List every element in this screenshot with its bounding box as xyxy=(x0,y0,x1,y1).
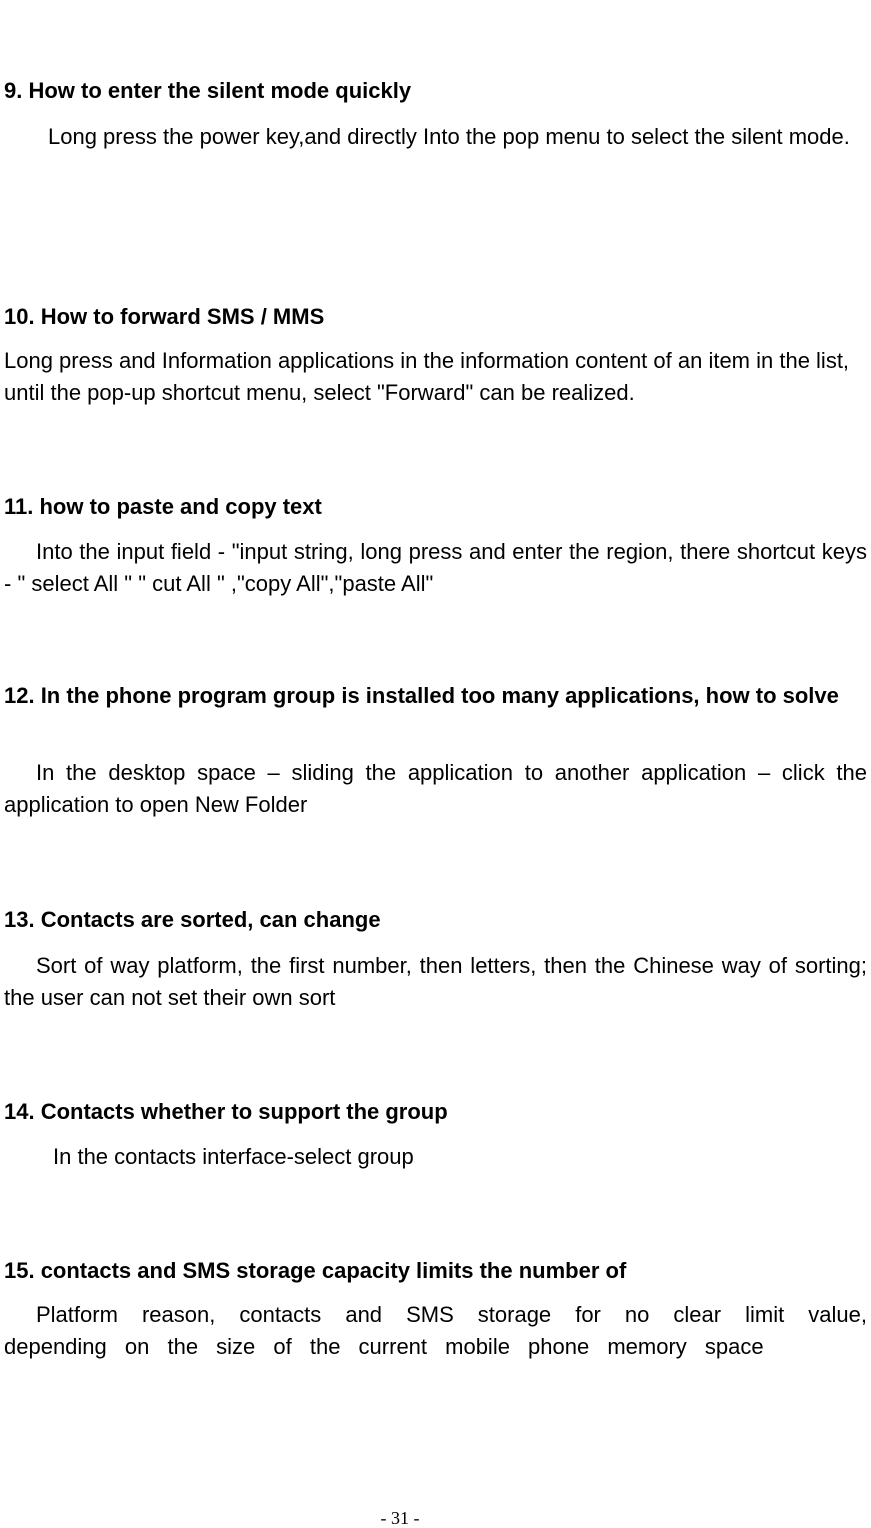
section-heading: 15. contacts and SMS storage capacity limits the number of xyxy=(4,1258,627,1283)
section-body: Into the input field - "input string, long press and enter the region, there shortcut keys - " select All " " cut All " ,"copy All","paste All" xyxy=(4,539,867,596)
section-body: Sort of way platform, the first number, then letters, then the Chinese way of sorting; the user can not set their own sort xyxy=(4,953,867,1010)
section-heading: 14. Contacts whether to support the group xyxy=(4,1099,448,1124)
section-heading: 9. How to enter the silent mode quickly xyxy=(4,78,412,103)
section-body: Long press the power key,and directly Into the pop menu to select the silent mode. xyxy=(48,124,850,149)
section-body: Platform reason, contacts and SMS storage for no clear limit value, depending on the size of the current mobile phone memory space xyxy=(4,1302,867,1359)
section-body: In the desktop space – sliding the application to another application – click the application to open New Folder xyxy=(4,760,867,817)
section-heading: 12. In the phone program group is installed too many applications, how to solve xyxy=(4,683,839,708)
section-heading: 11. how to paste and copy text xyxy=(4,494,322,519)
section-heading: 10. How to forward SMS / MMS xyxy=(4,304,325,329)
section-heading: 13. Contacts are sorted, can change xyxy=(4,907,381,932)
section-body: Long press and Information applications in the information content of an item in the list, until the pop-up shortcut menu, select "Forward" can be realized. xyxy=(4,348,850,405)
page-number: - 31 - xyxy=(380,1508,420,1528)
section-body: In the contacts interface-select group xyxy=(53,1144,414,1169)
